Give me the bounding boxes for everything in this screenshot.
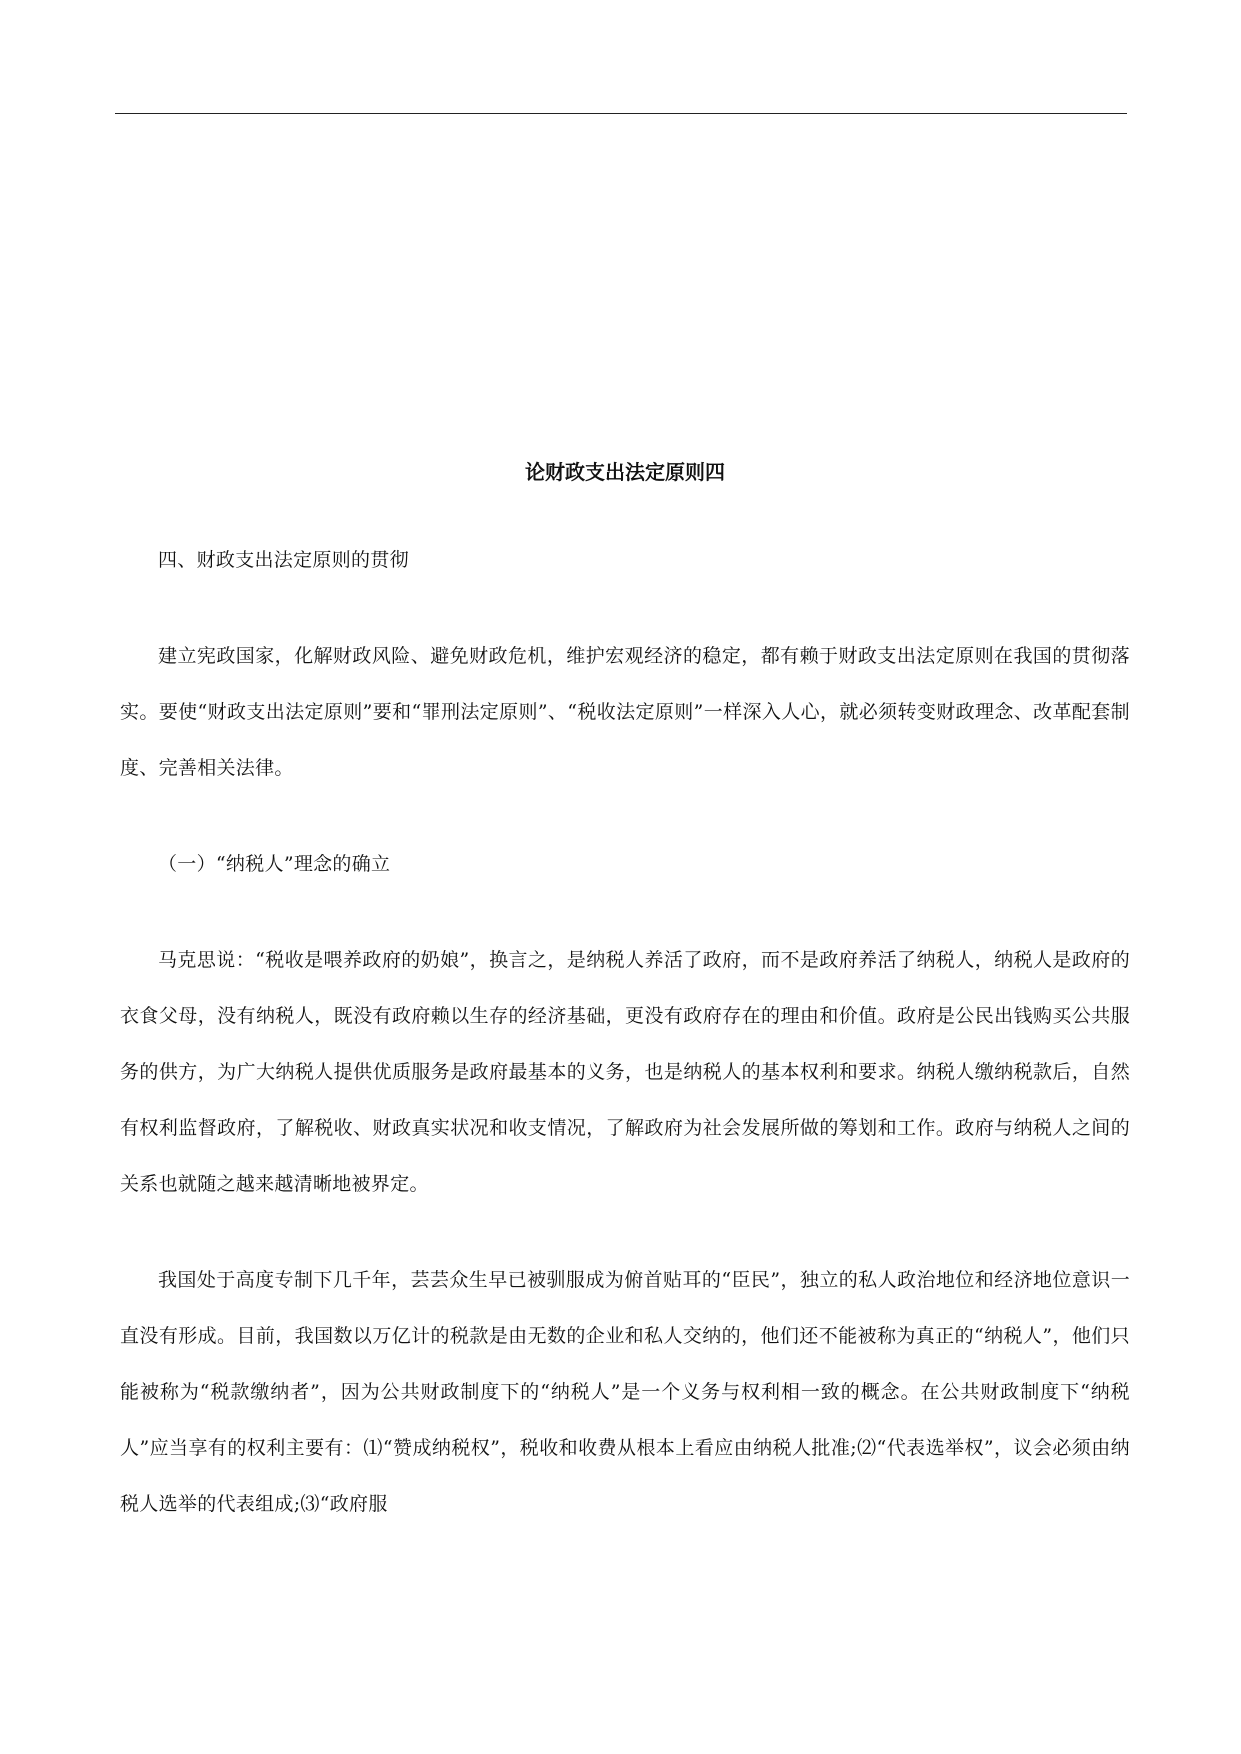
document-body bbox=[120, 448, 1130, 1572]
document-title: 论财政支出法定原则四 bbox=[525, 460, 725, 484]
subheading-taxpayer-concept: （一）“纳税人”理念的确立 bbox=[158, 853, 391, 875]
paragraph-marx: 马克思说：“税收是喂养政府的奶娘”，换言之，是纳税人养活了政府，而不是政府养活了纳税人，纳税人是政府的衣食父母，没有纳税人，既没有政府赖以生存的经济基础，更没有政府存在的理由和价值。政府是公民出钱购买公共服务的供方，为广大纳税人提供优质服务是政府最基本的义务，也是纳税人的基本权利和要求。纳税人缴纳税款后，自然有权利监督政府，了解税收、财政真实状况和收支情况，了解政府为社会发展所做的筹划和工作。政府与纳税人之间的关系也就随之越来越清晰地被界定。 bbox=[120, 949, 1130, 1195]
paragraph-intro: 建立宪政国家，化解财政风险、避免财政危机，维护宏观经济的稳定，都有赖于财政支出法定原则在我国的贯彻落实。要使“财政支出法定原则”要和“罪刑法定原则”、“税收法定原则”一样深入人心，就必须转变财政理念、改革配套制度、完善相关法律。 bbox=[120, 645, 1130, 779]
section-heading: 四、财政支出法定原则的贯彻 bbox=[158, 549, 409, 571]
header-rule bbox=[115, 113, 1127, 114]
paragraph-china: 我国处于高度专制下几千年，芸芸众生早已被驯服成为俯首贴耳的“臣民”，独立的私人政治地位和经济地位意识一直没有形成。目前，我国数以万亿计的税款是由无数的企业和私人交纳的，他们还不能被称为真正的“纳税人”，他们只能被称为“税款缴纳者”，因为公共财政制度下的“纳税人”是一个义务与权利相一致的概念。在公共财政制度下“纳税人”应当享有的权利主要有：⑴“赞成纳税权”，税收和收费从根本上看应由纳税人批准;⑵“代表选举权”，议会必须由纳税人选举的代表组成;⑶“政府服 bbox=[120, 1269, 1130, 1515]
